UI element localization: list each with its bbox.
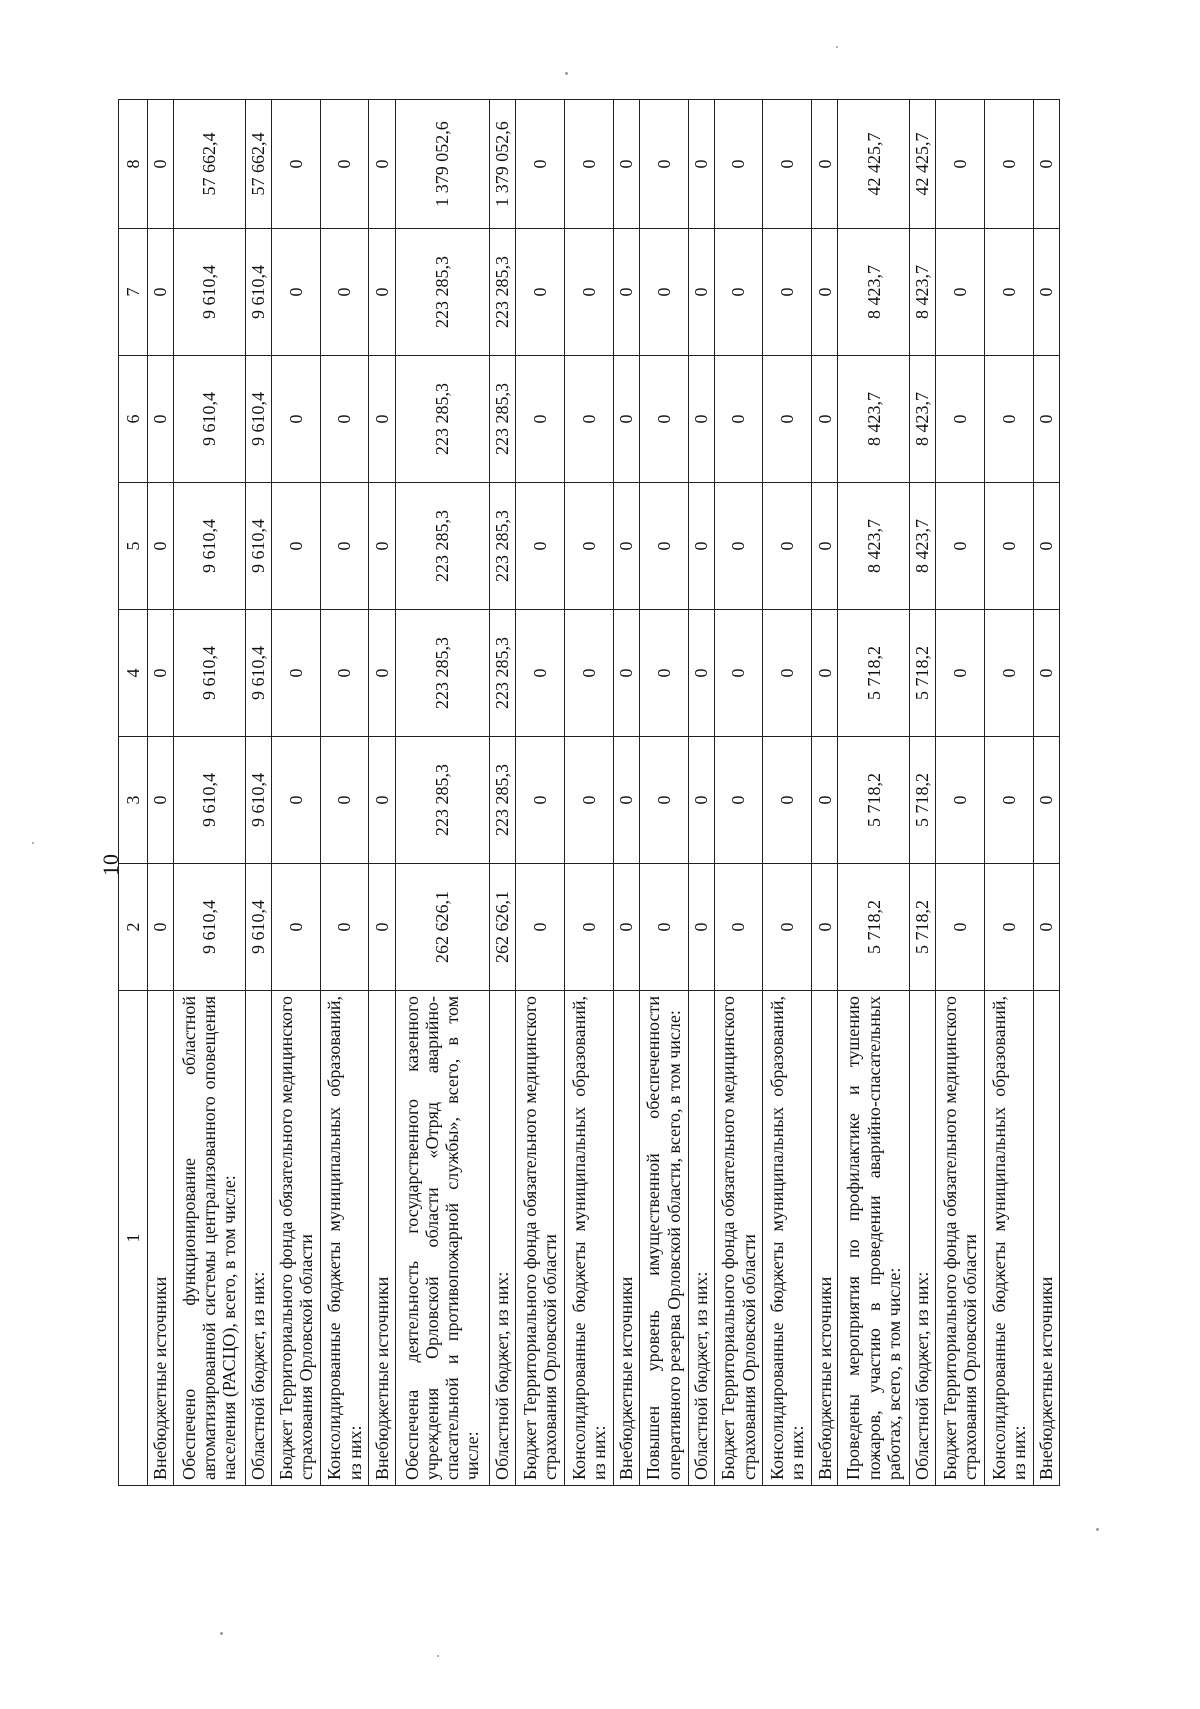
row-value: 0 bbox=[1033, 737, 1059, 864]
row-value: 0 bbox=[320, 356, 369, 483]
row-value: 9 610,4 bbox=[174, 737, 246, 864]
table-row bbox=[369, 100, 395, 1486]
row-value: 223 285,3 bbox=[395, 356, 489, 483]
table-body bbox=[148, 100, 1060, 1486]
row-value: 0 bbox=[148, 100, 174, 229]
row-value: 9 610,4 bbox=[174, 483, 246, 610]
row-label: Внебюджетные источники bbox=[369, 991, 395, 1486]
row-value: 262 626,1 bbox=[395, 864, 489, 991]
row-value: 5 718,2 bbox=[838, 610, 910, 737]
table-row bbox=[395, 100, 489, 1486]
row-value: 223 285,3 bbox=[395, 737, 489, 864]
table-row bbox=[984, 100, 1033, 1486]
row-value: 0 bbox=[320, 100, 369, 229]
table-row bbox=[909, 100, 935, 1486]
row-value: 9 610,4 bbox=[174, 356, 246, 483]
row-value: 0 bbox=[515, 100, 564, 229]
row-value: 223 285,3 bbox=[489, 356, 515, 483]
table-row bbox=[613, 100, 639, 1486]
row-value: 0 bbox=[936, 483, 985, 610]
row-value: 0 bbox=[564, 864, 613, 991]
row-value: 0 bbox=[564, 610, 613, 737]
row-value: 0 bbox=[613, 864, 639, 991]
row-label: Областной бюджет, из них: bbox=[688, 991, 714, 1486]
row-value: 0 bbox=[936, 610, 985, 737]
row-value: 0 bbox=[564, 483, 613, 610]
row-value: 0 bbox=[714, 864, 763, 991]
row-value: 0 bbox=[812, 737, 838, 864]
row-value: 0 bbox=[639, 864, 688, 991]
table-row bbox=[1033, 100, 1059, 1486]
row-label: Внебюджетные источники bbox=[1033, 991, 1059, 1486]
row-label: Областной бюджет, из них: bbox=[489, 991, 515, 1486]
row-value: 0 bbox=[564, 229, 613, 356]
row-value: 0 bbox=[320, 483, 369, 610]
row-value: 5 718,2 bbox=[838, 737, 910, 864]
row-value: 9 610,4 bbox=[245, 356, 271, 483]
row-value: 0 bbox=[688, 483, 714, 610]
row-value: 0 bbox=[369, 356, 395, 483]
row-label: Консолидированные бюджеты муниципальных образований, из них: bbox=[564, 991, 613, 1486]
column-header-8: 8 bbox=[119, 100, 148, 229]
row-value: 0 bbox=[320, 610, 369, 737]
row-label: Бюджет Территориального фонда обязательного медицинского страхования Орловской области bbox=[936, 991, 985, 1486]
row-value: 0 bbox=[984, 356, 1033, 483]
row-value: 0 bbox=[515, 483, 564, 610]
row-value: 0 bbox=[369, 483, 395, 610]
row-value: 0 bbox=[148, 610, 174, 737]
table-row bbox=[688, 100, 714, 1486]
column-header-3: 3 bbox=[119, 737, 148, 864]
row-value: 0 bbox=[984, 610, 1033, 737]
row-label: Бюджет Территориального фонда обязательного медицинского страхования Орловской области bbox=[271, 991, 320, 1486]
row-label: Бюджет Территориального фонда обязательного медицинского страхования Орловской области bbox=[714, 991, 763, 1486]
row-value: 0 bbox=[936, 864, 985, 991]
row-value: 0 bbox=[369, 610, 395, 737]
row-value: 9 610,4 bbox=[245, 229, 271, 356]
page-number: 10 bbox=[98, 854, 123, 876]
row-label: Консолидированные бюджеты муниципальных образований, из них: bbox=[763, 991, 812, 1486]
table-row bbox=[838, 100, 910, 1486]
row-value: 0 bbox=[763, 737, 812, 864]
column-header-4: 4 bbox=[119, 610, 148, 737]
table-row bbox=[245, 100, 271, 1486]
row-value: 0 bbox=[271, 737, 320, 864]
row-value: 0 bbox=[271, 100, 320, 229]
row-value: 0 bbox=[564, 356, 613, 483]
row-value: 8 423,7 bbox=[838, 483, 910, 610]
row-value: 9 610,4 bbox=[174, 229, 246, 356]
row-value: 0 bbox=[688, 100, 714, 229]
column-header-7: 7 bbox=[119, 229, 148, 356]
row-value: 0 bbox=[613, 483, 639, 610]
row-label: Внебюджетные источники bbox=[613, 991, 639, 1486]
row-value: 0 bbox=[369, 100, 395, 229]
row-value: 0 bbox=[271, 229, 320, 356]
row-value: 0 bbox=[984, 864, 1033, 991]
row-value: 8 423,7 bbox=[909, 229, 935, 356]
row-value: 0 bbox=[714, 356, 763, 483]
row-value: 0 bbox=[688, 356, 714, 483]
row-label: Областной бюджет, из них: bbox=[245, 991, 271, 1486]
row-value: 0 bbox=[984, 737, 1033, 864]
row-value: 0 bbox=[148, 483, 174, 610]
row-value: 0 bbox=[515, 229, 564, 356]
header-row bbox=[119, 100, 148, 1486]
row-label: Внебюджетные источники bbox=[812, 991, 838, 1486]
row-value: 223 285,3 bbox=[489, 483, 515, 610]
row-value: 0 bbox=[639, 356, 688, 483]
row-label: Областной бюджет, из них: bbox=[909, 991, 935, 1486]
table-row bbox=[763, 100, 812, 1486]
row-value: 0 bbox=[271, 610, 320, 737]
row-value: 42 425,7 bbox=[838, 100, 910, 229]
row-value: 0 bbox=[936, 356, 985, 483]
row-value: 0 bbox=[1033, 229, 1059, 356]
row-value: 0 bbox=[320, 737, 369, 864]
scan-speck bbox=[565, 72, 568, 75]
row-value: 223 285,3 bbox=[489, 229, 515, 356]
row-value: 0 bbox=[1033, 356, 1059, 483]
row-value: 0 bbox=[515, 737, 564, 864]
row-value: 0 bbox=[984, 229, 1033, 356]
row-value: 0 bbox=[639, 483, 688, 610]
row-value: 0 bbox=[714, 483, 763, 610]
row-value: 0 bbox=[763, 100, 812, 229]
row-value: 0 bbox=[984, 100, 1033, 229]
row-label: Консолидированные бюджеты муниципальных образований, из них: bbox=[984, 991, 1033, 1486]
row-value: 57 662,4 bbox=[245, 100, 271, 229]
row-value: 8 423,7 bbox=[909, 356, 935, 483]
table-row bbox=[639, 100, 688, 1486]
row-value: 9 610,4 bbox=[174, 864, 246, 991]
column-header-6: 6 bbox=[119, 356, 148, 483]
row-value: 0 bbox=[1033, 100, 1059, 229]
table-row bbox=[174, 100, 246, 1486]
row-value: 0 bbox=[564, 737, 613, 864]
row-value: 223 285,3 bbox=[489, 737, 515, 864]
row-value: 0 bbox=[812, 483, 838, 610]
row-value: 0 bbox=[515, 610, 564, 737]
row-value: 0 bbox=[714, 737, 763, 864]
row-value: 0 bbox=[1033, 483, 1059, 610]
column-header-5: 5 bbox=[119, 483, 148, 610]
scan-speck bbox=[1096, 1528, 1099, 1531]
row-value: 0 bbox=[148, 356, 174, 483]
row-value: 0 bbox=[688, 610, 714, 737]
row-value: 0 bbox=[763, 229, 812, 356]
row-value: 223 285,3 bbox=[489, 610, 515, 737]
row-label: Повышен уровень имущественной обеспеченности оперативного резерва Орловской области, всего, в том числе: bbox=[639, 991, 688, 1486]
row-value: 0 bbox=[984, 483, 1033, 610]
row-value: 8 423,7 bbox=[838, 356, 910, 483]
row-value: 1 379 052,6 bbox=[489, 100, 515, 229]
row-label: Бюджет Территориального фонда обязательного медицинского страхования Орловской области bbox=[515, 991, 564, 1486]
row-value: 0 bbox=[369, 864, 395, 991]
row-value: 0 bbox=[763, 356, 812, 483]
row-label: Проведены мероприятия по профилактике и тушению пожаров, участию в проведении аварийно-спасательных работах, всего, в том числе: bbox=[838, 991, 910, 1486]
row-value: 0 bbox=[936, 737, 985, 864]
row-value: 0 bbox=[688, 229, 714, 356]
row-value: 8 423,7 bbox=[909, 483, 935, 610]
row-value: 1 379 052,6 bbox=[395, 100, 489, 229]
row-value: 0 bbox=[320, 864, 369, 991]
row-value: 0 bbox=[1033, 610, 1059, 737]
row-value: 5 718,2 bbox=[838, 864, 910, 991]
row-value: 223 285,3 bbox=[395, 483, 489, 610]
table-row bbox=[489, 100, 515, 1486]
rotated-table-container bbox=[118, 100, 1060, 1486]
column-header-2: 2 bbox=[119, 864, 148, 991]
row-label: Консолидированные бюджеты муниципальных образований, из них: bbox=[320, 991, 369, 1486]
row-value: 0 bbox=[688, 864, 714, 991]
row-value: 0 bbox=[613, 100, 639, 229]
scan-speck bbox=[32, 842, 34, 844]
row-value: 9 610,4 bbox=[245, 610, 271, 737]
row-value: 0 bbox=[320, 229, 369, 356]
row-value: 42 425,7 bbox=[909, 100, 935, 229]
row-value: 9 610,4 bbox=[245, 864, 271, 991]
row-value: 0 bbox=[271, 864, 320, 991]
row-label: Обеспечено функционирование областной автоматизированной системы централизованного оповещения населения (РАСЦО), всего, в том числе: bbox=[174, 991, 246, 1486]
row-value: 0 bbox=[812, 356, 838, 483]
row-value: 0 bbox=[639, 229, 688, 356]
table-row bbox=[936, 100, 985, 1486]
row-value: 0 bbox=[564, 100, 613, 229]
scan-speck bbox=[437, 1655, 439, 1657]
row-value: 5 718,2 bbox=[909, 864, 935, 991]
row-value: 0 bbox=[613, 737, 639, 864]
row-value: 9 610,4 bbox=[245, 483, 271, 610]
row-value: 0 bbox=[812, 229, 838, 356]
row-value: 0 bbox=[639, 737, 688, 864]
row-value: 5 718,2 bbox=[909, 737, 935, 864]
row-value: 57 662,4 bbox=[174, 100, 246, 229]
row-value: 0 bbox=[936, 100, 985, 229]
row-value: 0 bbox=[763, 483, 812, 610]
row-value: 9 610,4 bbox=[174, 610, 246, 737]
row-value: 0 bbox=[271, 483, 320, 610]
table-row bbox=[320, 100, 369, 1486]
row-value: 223 285,3 bbox=[395, 610, 489, 737]
column-header-1: 1 bbox=[119, 991, 148, 1486]
table-row bbox=[271, 100, 320, 1486]
row-value: 0 bbox=[688, 737, 714, 864]
row-value: 0 bbox=[936, 229, 985, 356]
row-value: 0 bbox=[148, 864, 174, 991]
row-value: 8 423,7 bbox=[838, 229, 910, 356]
table-row bbox=[564, 100, 613, 1486]
row-value: 0 bbox=[613, 610, 639, 737]
row-value: 262 626,1 bbox=[489, 864, 515, 991]
table-row bbox=[515, 100, 564, 1486]
table-row bbox=[812, 100, 838, 1486]
budget-table bbox=[118, 99, 1060, 1486]
row-value: 5 718,2 bbox=[909, 610, 935, 737]
row-value: 0 bbox=[763, 864, 812, 991]
row-label: Внебюджетные источники bbox=[148, 991, 174, 1486]
table-row bbox=[148, 100, 174, 1486]
row-value: 0 bbox=[613, 356, 639, 483]
row-value: 0 bbox=[639, 100, 688, 229]
row-value: 0 bbox=[714, 610, 763, 737]
row-value: 0 bbox=[714, 229, 763, 356]
row-value: 0 bbox=[763, 610, 812, 737]
row-value: 0 bbox=[515, 356, 564, 483]
row-value: 0 bbox=[271, 356, 320, 483]
scan-speck bbox=[836, 46, 838, 48]
table-row bbox=[714, 100, 763, 1486]
row-value: 0 bbox=[714, 100, 763, 229]
row-label: Обеспечена деятельность государственного казенного учреждения Орловской области «Отряд аварийно-спасательной и противопожарной службы», всего, в том числе: bbox=[395, 991, 489, 1486]
row-value: 0 bbox=[812, 864, 838, 991]
row-value: 223 285,3 bbox=[395, 229, 489, 356]
row-value: 0 bbox=[613, 229, 639, 356]
row-value: 0 bbox=[812, 100, 838, 229]
row-value: 0 bbox=[369, 737, 395, 864]
row-value: 0 bbox=[812, 610, 838, 737]
row-value: 0 bbox=[1033, 864, 1059, 991]
scan-speck bbox=[220, 1632, 223, 1635]
row-value: 0 bbox=[148, 737, 174, 864]
row-value: 0 bbox=[639, 610, 688, 737]
row-value: 0 bbox=[369, 229, 395, 356]
row-value: 9 610,4 bbox=[245, 737, 271, 864]
row-value: 0 bbox=[515, 864, 564, 991]
row-value: 0 bbox=[148, 229, 174, 356]
